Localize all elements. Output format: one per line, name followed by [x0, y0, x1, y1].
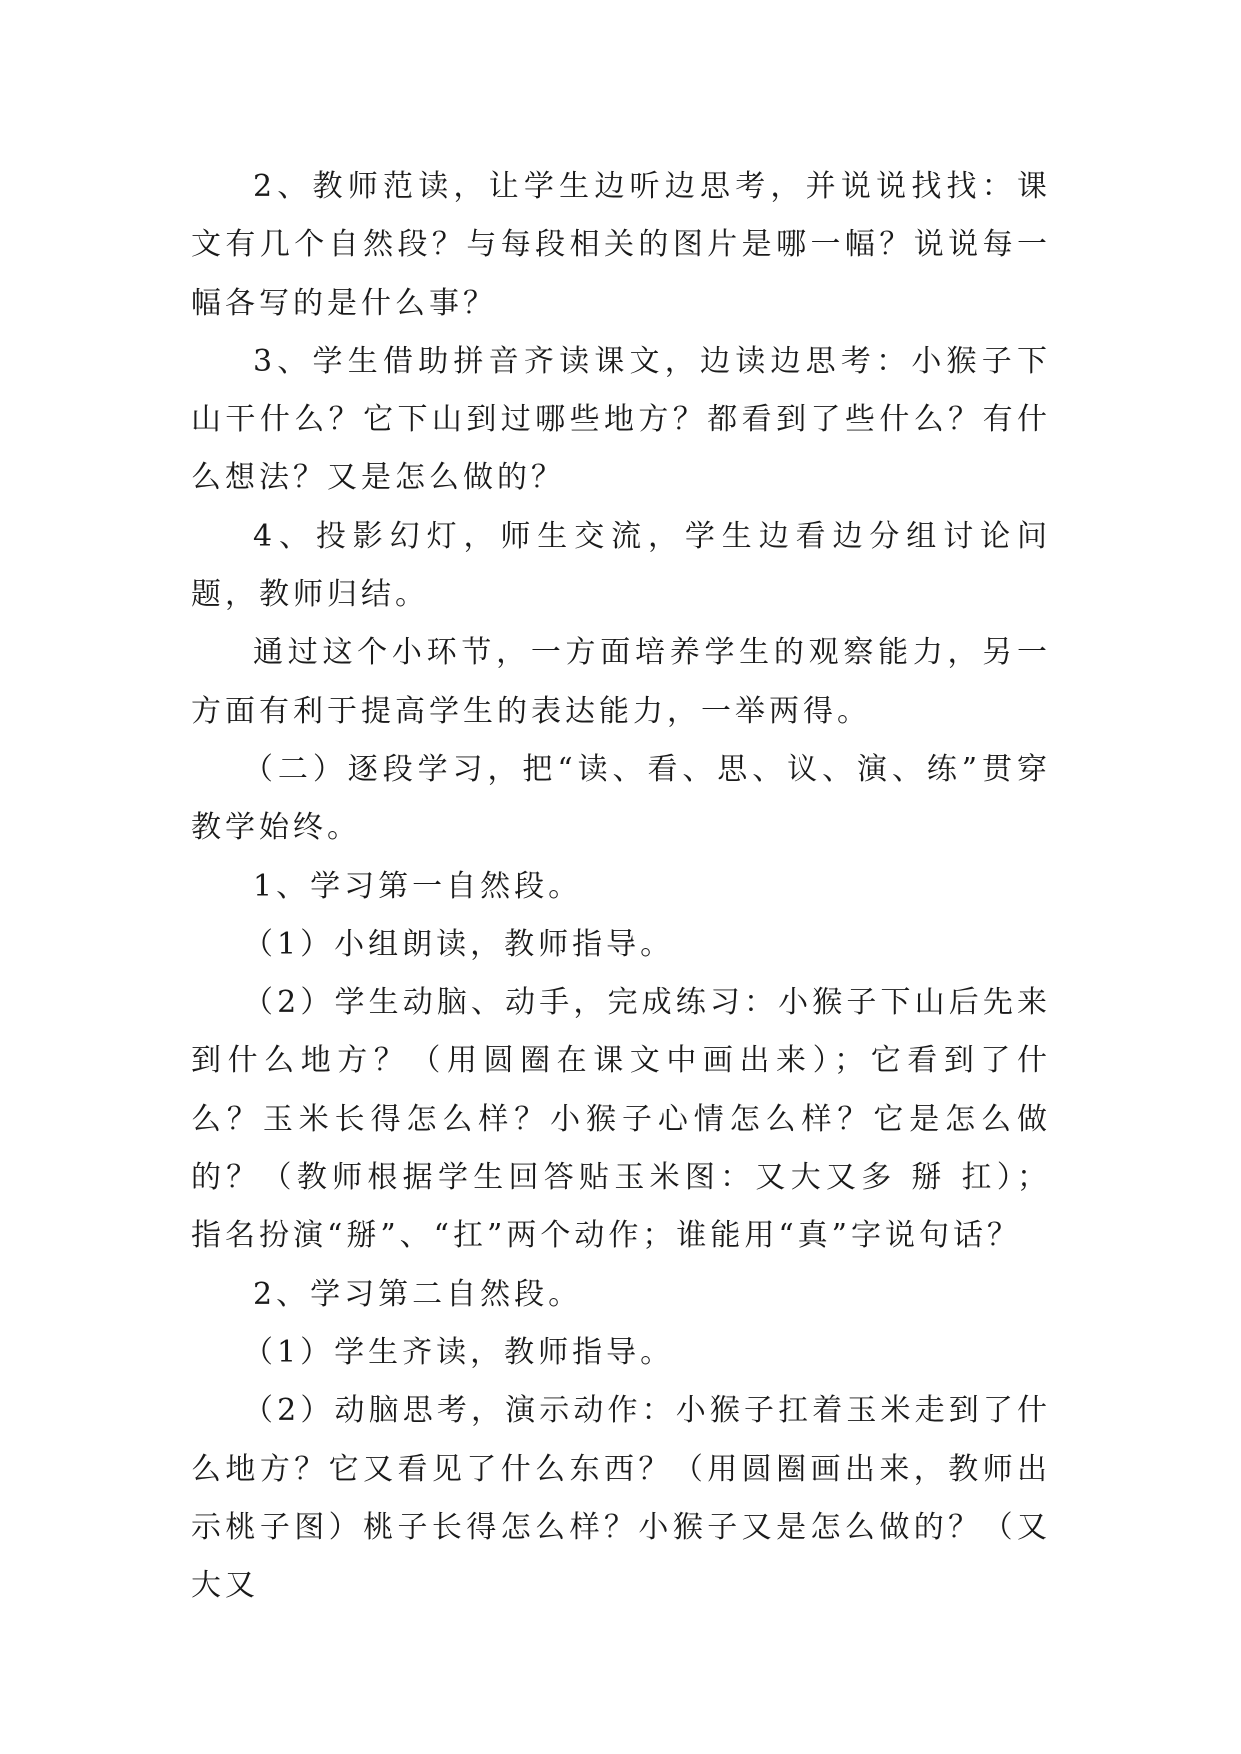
- section-heading-2: （二）逐段学习，把“读、看、思、议、演、练”贯穿教学始终。: [191, 751, 1051, 846]
- subsection-heading-2: 2、学习第二自然段。: [253, 1276, 583, 1312]
- subsection-heading-1: 1、学习第一自然段。: [253, 868, 583, 904]
- paragraph-summary: 通过这个小环节，一方面培养学生的观察能力，另一方面有利于提高学生的表达能力，一举两得。: [191, 635, 1051, 729]
- item-1-2: （2）学生动脑、动手，完成练习：小猴子下山后先来到什么地方？（用圆圈在课文中画出来）；它看到了什么？玉米长得怎么样？小猴子心情怎么样？它是怎么做的？（教师根据学生回答贴玉米图：又大又多 掰 扛）；指名扮演“掰”、“扛”两个动作；谁能用“真”字说句话？: [191, 985, 1051, 1254]
- document-body: [191, 158, 1051, 1615]
- paragraph-step-2: 2、教师范读，让学生边听边思考，并说说找找：课文有几个自然段？与每段相关的图片是哪一幅？说说每一幅各写的是什么事？: [191, 169, 1051, 321]
- item-2-1: （1）学生齐读，教师指导。: [243, 1334, 675, 1370]
- paragraph-step-4: 4、投影幻灯，师生交流，学生边看边分组讨论问题，教师归结。: [191, 518, 1051, 613]
- paragraph-step-3: 3、学生借助拼音齐读课文，边读边思考：小猴子下山干什么？它下山到过哪些地方？都看到了些什么？有什么想法？又是怎么做的？: [191, 343, 1051, 496]
- item-2-2: （2）动脑思考，演示动作：小猴子扛着玉米走到了什么地方？它又看见了什么东西？（用圆圈画出来，教师出示桃子图）桃子长得怎么样？小猴子又是怎么做的？（又大又: [191, 1393, 1051, 1604]
- item-1-1: （1）小组朗读，教师指导。: [243, 926, 675, 962]
